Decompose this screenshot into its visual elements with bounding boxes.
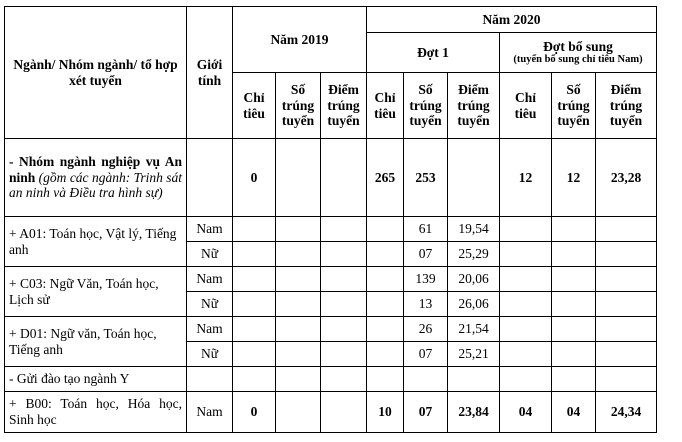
empty-cell — [321, 342, 367, 367]
header-year-2019: Năm 2019 — [233, 7, 367, 73]
empty-cell — [321, 242, 367, 267]
gender-cell: Nam — [187, 392, 233, 433]
header-sup-quota: Chỉ tiêu — [500, 73, 552, 139]
empty-cell — [187, 139, 233, 217]
empty-cell — [596, 242, 657, 267]
group-sup-quota: 12 — [500, 139, 552, 217]
empty-cell — [233, 267, 276, 292]
empty-cell — [500, 267, 552, 292]
gender-cell: Nam — [187, 317, 233, 342]
empty-cell — [276, 217, 321, 242]
empty-cell — [596, 317, 657, 342]
header-major: Ngành/ Nhóm ngành/ tổ hợp xét tuyển — [5, 7, 187, 139]
b00-2020-score: 23,84 — [448, 392, 500, 433]
empty-cell — [596, 292, 657, 317]
score-cell: 25,21 — [448, 342, 500, 367]
b00-2019-quota: 0 — [233, 392, 276, 433]
score-cell: 26,06 — [448, 292, 500, 317]
header-round-1: Đợt 1 — [367, 33, 500, 73]
header-row-1 — [5, 7, 657, 33]
combo-c03-label: + C03: Ngữ Văn, Toán học, Lịch sử — [5, 267, 187, 317]
empty-cell — [233, 292, 276, 317]
empty-cell — [276, 317, 321, 342]
group-2019-quota: 0 — [233, 139, 276, 217]
empty-cell — [500, 317, 552, 342]
admitted-cell: 26 — [404, 317, 448, 342]
empty-cell — [552, 217, 596, 242]
score-cell: 21,54 — [448, 317, 500, 342]
empty-cell — [367, 217, 404, 242]
admitted-cell: 13 — [404, 292, 448, 317]
header-r1-score: Điểm trúng tuyển — [448, 73, 500, 139]
empty-cell — [552, 242, 596, 267]
admitted-cell: 07 — [404, 242, 448, 267]
combo-d01-label: + D01: Ngữ văn, Toán học, Tiếng anh — [5, 317, 187, 367]
group-label — [5, 139, 187, 217]
header-2019-score: Điểm trúng tuyển — [321, 73, 367, 139]
admitted-cell: 139 — [404, 267, 448, 292]
y-training-label: - Gửi đào tạo ngành Y — [5, 367, 187, 392]
score-cell: 19,54 — [448, 217, 500, 242]
empty-cell — [367, 267, 404, 292]
empty-cell — [321, 217, 367, 242]
empty-cell — [321, 267, 367, 292]
b00-2020-admitted: 07 — [404, 392, 448, 433]
empty-cell — [448, 139, 500, 217]
empty-cell — [233, 367, 276, 392]
admitted-cell: 07 — [404, 342, 448, 367]
empty-cell — [367, 367, 404, 392]
empty-cell — [552, 367, 596, 392]
empty-cell — [276, 367, 321, 392]
table-row — [5, 217, 657, 242]
empty-cell — [321, 392, 367, 433]
group-sup-admitted: 12 — [552, 139, 596, 217]
empty-cell — [367, 342, 404, 367]
empty-cell — [448, 367, 500, 392]
header-2019-admitted: Số trúng tuyển — [276, 73, 321, 139]
empty-cell — [367, 317, 404, 342]
empty-cell — [321, 292, 367, 317]
empty-cell — [187, 367, 233, 392]
empty-cell — [321, 139, 367, 217]
empty-cell — [276, 292, 321, 317]
header-2019-quota: Chỉ tiêu — [233, 73, 276, 139]
empty-cell — [233, 217, 276, 242]
table-row — [5, 267, 657, 292]
group-name: - Nhóm ngành nghiệp vụ An ninh — [9, 154, 182, 185]
b00-sup-quota: 04 — [500, 392, 552, 433]
empty-cell — [500, 217, 552, 242]
empty-cell — [276, 139, 321, 217]
gender-cell: Nữ — [187, 342, 233, 367]
b00-sup-admitted: 04 — [552, 392, 596, 433]
admitted-cell: 61 — [404, 217, 448, 242]
empty-cell — [596, 367, 657, 392]
header-supplementary — [500, 33, 657, 73]
empty-cell — [596, 217, 657, 242]
gender-cell: Nam — [187, 267, 233, 292]
empty-cell — [552, 317, 596, 342]
empty-cell — [500, 367, 552, 392]
group-row — [5, 139, 657, 217]
group-description: (gồm các ngành: Trinh sát an ninh và Điều tra hình sự) — [9, 169, 182, 201]
y-training-row — [5, 367, 657, 392]
score-cell: 20,06 — [448, 267, 500, 292]
empty-cell — [596, 267, 657, 292]
empty-cell — [276, 242, 321, 267]
gender-cell: Nữ — [187, 292, 233, 317]
empty-cell — [596, 342, 657, 367]
empty-cell — [276, 392, 321, 433]
table-row — [5, 317, 657, 342]
group-2020-admitted: 253 — [404, 139, 448, 217]
supplementary-title: Đợt bổ sung — [543, 38, 613, 54]
empty-cell — [233, 342, 276, 367]
empty-cell — [276, 267, 321, 292]
header-r1-admitted: Số trúng tuyển — [404, 73, 448, 139]
empty-cell — [321, 317, 367, 342]
supplementary-note: (tuyển bổ sung chỉ tiêu Nam) — [513, 54, 643, 66]
empty-cell — [552, 292, 596, 317]
header-r1-quota: Chỉ tiêu — [367, 73, 404, 139]
empty-cell — [321, 367, 367, 392]
score-cell: 25,29 — [448, 242, 500, 267]
group-2020-quota: 265 — [367, 139, 404, 217]
combo-b00-label: + B00: Toán học, Hóa học, Sinh học — [5, 392, 187, 433]
group-sup-score: 23,28 — [596, 139, 657, 217]
empty-cell — [233, 242, 276, 267]
b00-2020-quota: 10 — [367, 392, 404, 433]
empty-cell — [276, 342, 321, 367]
header-year-2020: Năm 2020 — [367, 7, 657, 33]
header-sup-score: Điểm trúng tuyển — [596, 73, 657, 139]
gender-cell: Nam — [187, 217, 233, 242]
header-gender: Giới tính — [187, 7, 233, 139]
b00-sup-score: 24,34 — [596, 392, 657, 433]
empty-cell — [500, 242, 552, 267]
admission-table — [4, 6, 657, 433]
empty-cell — [552, 267, 596, 292]
empty-cell — [367, 292, 404, 317]
empty-cell — [404, 367, 448, 392]
empty-cell — [233, 317, 276, 342]
empty-cell — [367, 242, 404, 267]
empty-cell — [552, 342, 596, 367]
combo-a01-label: + A01: Toán học, Vật lý, Tiếng anh — [5, 217, 187, 267]
b00-row — [5, 392, 657, 433]
empty-cell — [500, 292, 552, 317]
empty-cell — [500, 342, 552, 367]
header-sup-admitted: Số trúng tuyển — [552, 73, 596, 139]
gender-cell: Nữ — [187, 242, 233, 267]
